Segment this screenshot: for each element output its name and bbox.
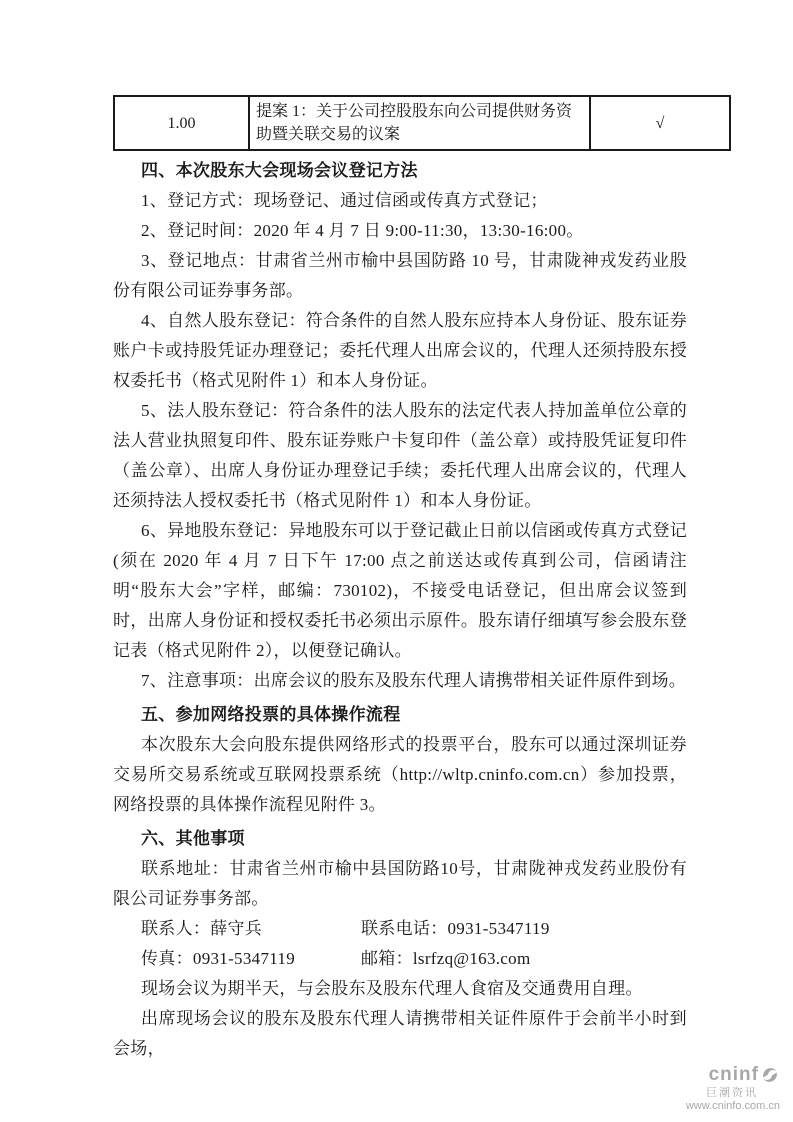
proposal-table xyxy=(113,95,731,151)
contact-email-label: 邮箱：lsrfzq@163.com xyxy=(361,949,531,968)
cninfo-chinese-name: 巨潮资讯 xyxy=(706,1086,758,1099)
cninfo-url-text: www.cninfo.com.cn xyxy=(685,1099,780,1112)
legal-person-registration-paragraph: 5、法人股东登记：符合条件的法人股东的法定代表人持加盖单位公章的法人营业执照复印件、股东证券账户卡复印件（盖公章）或持股凭证复印件（盖公章）、出席人身份证办理登记手续；委托代理人出席会议的，代理人还须持法人授权委托书（格式见附件 1）和本人身份证。 xyxy=(113,401,687,510)
table-row xyxy=(114,96,730,150)
meeting-duration-paragraph: 现场会议为期半天，与会股东及股东代理人食宿及交通费用自理。 xyxy=(141,979,643,998)
section-6-heading: 六、其他事项 xyxy=(141,829,245,848)
natural-person-registration-paragraph: 4、自然人股东登记：符合条件的自然人股东应持本人身份证、股东证券账户卡或持股凭证办理登记；委托代理人出席会议的，代理人还须持股东授权委托书（格式见附件 1）和本人身份证。 xyxy=(113,311,687,390)
document-content xyxy=(113,95,687,1064)
contact-person-label: 联系人：薛守兵 xyxy=(141,919,263,938)
contact-phone-label: 联系电话：0931-5347119 xyxy=(361,919,550,938)
contact-row-fax-email xyxy=(113,944,687,974)
proposal-code-cell: 1.00 xyxy=(114,96,249,150)
registration-time-paragraph: 2、登记时间：2020 年 4 月 7 日 9:00-11:30，13:30-16:00。 xyxy=(141,221,584,240)
cninfo-swirl-icon xyxy=(760,1065,780,1085)
proposal-name-cell: 提案 1：关于公司控股股东向公司提供财务资助暨关联交易的议案 xyxy=(249,96,590,150)
online-voting-paragraph: 本次股东大会向股东提供网络形式的投票平台，股东可以通过深圳证券交易所交易系统或互联网投票系统（http://wltp.cninfo.com.cn）参加投票，网络投票的具体操作流程见附件 3。 xyxy=(113,735,687,814)
contact-row-person-phone xyxy=(113,914,687,944)
remote-shareholder-registration-paragraph: 6、异地股东登记：异地股东可以于登记截止日前以信函或传真方式登记(须在 2020 年 4 月 7 日下午 17:00 点之前送达或传真到公司，信函请注明“股东大会”字样，邮编：730102)，不接受电话登记，但出席会议签到时，出席人身份证和授权委托书必须出示原件。股东请仔细填写参会股东登记表（格式见附件 2），以便登记确认。 xyxy=(113,521,687,660)
cninfo-logo-text: cninf xyxy=(708,1063,759,1085)
section-5-heading: 五、参加网络投票的具体操作流程 xyxy=(141,705,401,724)
contact-fax-label: 传真：0931-5347119 xyxy=(141,949,296,968)
registration-place-paragraph: 3、登记地点：甘肃省兰州市榆中县国防路 10 号，甘肃陇神戎发药业股份有限公司证券事务部。 xyxy=(113,251,687,300)
registration-method-paragraph: 1、登记方式：现场登记、通过信函或传真方式登记； xyxy=(141,191,548,210)
notice-paragraph: 7、注意事项：出席会议的股东及股东代理人请携带相关证件原件到场。 xyxy=(141,671,687,690)
cninfo-logo-row xyxy=(686,1065,780,1086)
attendance-reminder-paragraph: 出席现场会议的股东及股东代理人请携带相关证件原件于会前半小时到会场， xyxy=(113,1009,687,1058)
proposal-vote-check-cell: √ xyxy=(590,96,730,150)
section-4-heading: 四、本次股东大会现场会议登记方法 xyxy=(141,161,418,180)
cninfo-logo xyxy=(686,1065,780,1112)
document-body xyxy=(113,156,687,1064)
contact-address-paragraph: 联系地址：甘肃省兰州市榆中县国防路10号，甘肃陇神戎发药业股份有限公司证券事务部。 xyxy=(113,859,687,908)
